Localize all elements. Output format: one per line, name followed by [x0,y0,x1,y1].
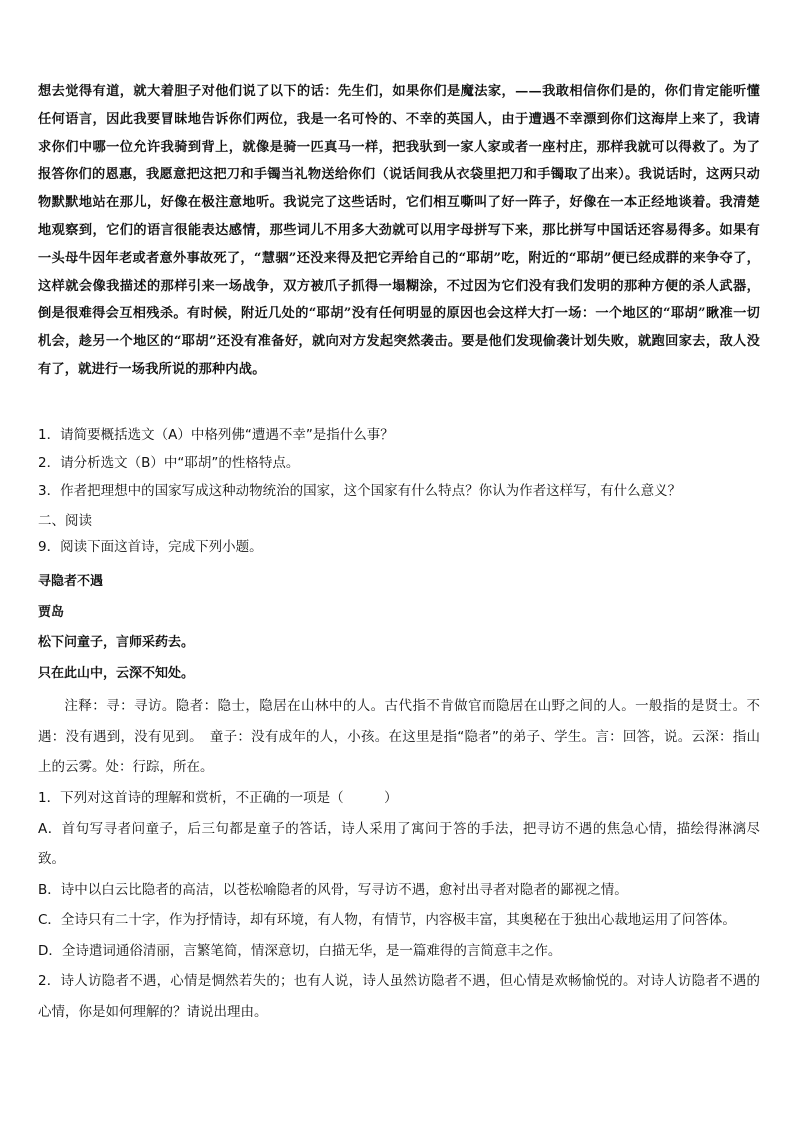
option-a: A．首句写寻者问童子，后三句都是童子的答话，诗人采用了寓问于答的手法，把寻访不遇的焦急心情，描绘得淋漓尽致。 [38,820,760,867]
poem-author: 贾岛 [38,604,65,620]
poem-line-2: 只在此山中，云深不知处。 [38,665,195,681]
question-a-3: 3．作者把理想中的国家写成这种动物统治的国家，这个国家有什么特点？你认为作者这样写，有什么意义？ [38,483,682,499]
option-b: B．诗中以白云比隐者的高洁，以苍松喻隐者的风骨，写寻访不遇，愈衬出寻者对隐者的鄙视之情。 [38,881,628,898]
question-9-intro: 9．阅读下面这首诗，完成下列小题。 [38,539,263,555]
notes-block [38,691,760,783]
questions-section-a [38,421,760,505]
section-heading: 二、阅读 [38,513,92,529]
question-a-1: 1．请简要概括选文（A）中格列佛“遭遇不幸”是指什么事？ [38,427,394,443]
passage-text: 想去觉得有道，就大着胆子对他们说了以下的话：先生们，如果你们是魔法家，——我敢相信你们是的，你们肯定能听懂任何语言，因此我要冒昧地告诉你们两位，我是一名可怜的、不幸的英国人，由于遭遇不幸漂到你们这海岸上来了，我请求你们中哪一位允许我骑到背上，就像是骑一匹真马一样，把我驮到一家人家或者一座村庄，那样我就可以得救了。为了报答你们的恩惠，我愿意把这把刀和手镯当礼物送给你们（说话间我从衣袋里把刀和手镯取了出来）。我说话时，这两只动物默默地站在那儿，好像在极注意地听。我说完了这些话时，它们相互嘶叫了好一阵子，好像在一本正经地谈着。我清楚地观察到，它们的语言很能表达感情，那些词儿不用多大劲就可以用字母拼写下来，那比拼写中国话还容易得多。如果有一头母牛因年老或者意外事故死了，“慧骃”还没来得及把它弄给自己的“耶胡”吃，附近的“耶胡”便已经成群的来争夺了，这样就会像我描述的那样引来一场战争，双方被爪子抓得一塌糊涂，不过因为它们没有我们发明的那种方便的杀人武器，倒是很难得会互相残杀。有时候，附近几处的“耶胡”没有任何明显的原因也会这样大打一场：一个地区的“耶胡”瞅准一切机会，趁另一个地区的“耶胡”还没有准备好，就向对方发起突然袭击。要是他们发现偷袭计划失败，就跑回家去，敌人没有了，就进行一场我所说的那种内战。 [38,84,760,377]
poem-title: 寻隐者不遇 [38,574,104,589]
poem-notes: 注释：寻：寻访。隐者：隐士，隐居在山林中的人。古代指不肯做官而隐居在山野之间的人。一般指的是贤士。不遇：没有遇到，没有见到。 童子：没有成年的人，小孩。在这里是指“隐者”的弟子、学生。言：回答，说。云深：指山上的云雾。处：行踪，所在。 [38,698,760,775]
poem-line-1: 松下问童子，言师采药去。 [38,635,195,650]
question-b-2: 2．诗人访隐者不遇，心情是惆然若失的；也有人说，诗人虽然访隐者不遇，但心情是欢畅愉悦的。对诗人访隐者不遇的心情，你是如何理解的？请说出理由。 [38,973,760,1020]
question-a-2: 2．请分析选文（B）中“耶胡”的性格特点。 [38,455,300,471]
questions-section-b [38,783,760,1027]
question-b-1-stem: 1．下列对这首诗的理解和赏析，不正确的一项是（ ） [38,790,398,806]
option-c: C．全诗只有二十字，作为抒情诗，却有环境，有人物，有情节，内容极丰富，其奥秘在于独出心裁地运用了问答体。 [38,912,736,928]
reading-section [38,508,760,560]
option-d: D．全诗遣词通俗清丽，言繁笔简，情深意切，白描无华，是一篇难得的言简意丰之作。 [38,942,562,959]
poem-block [38,567,760,689]
